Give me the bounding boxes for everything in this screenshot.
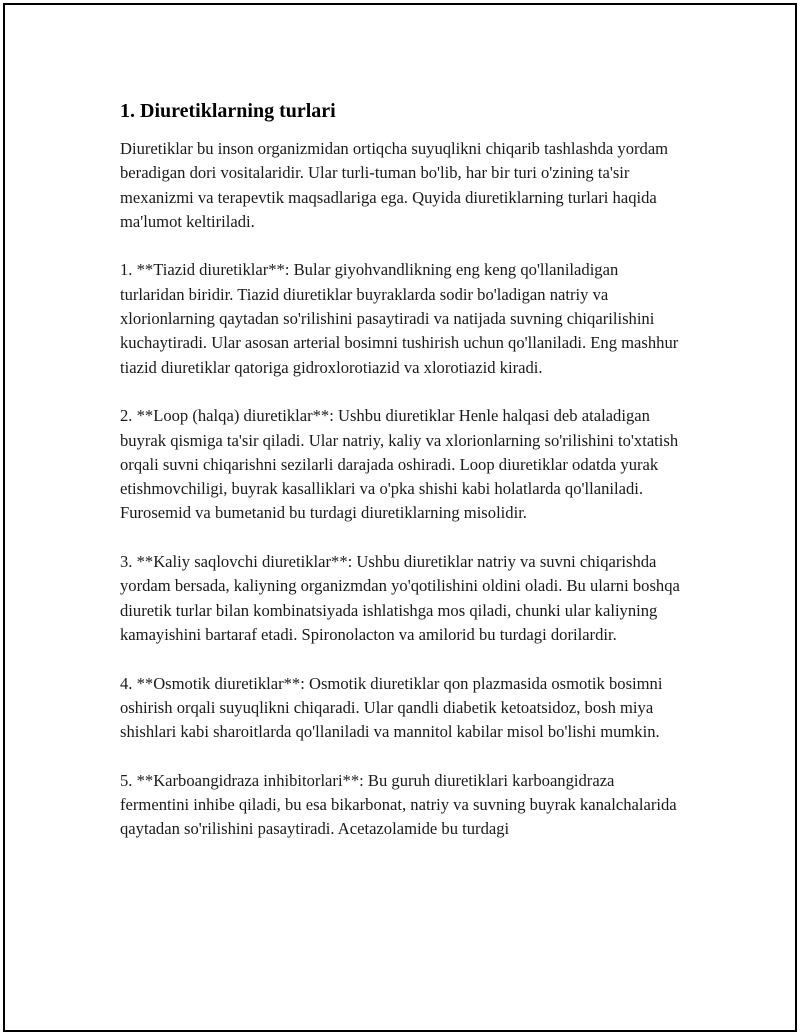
paragraph-thiazide-diuretics: 1. **Tiazid diuretiklar**: Bular giyohvandlikning eng keng qo'llaniladigan turlaridan biridir. Tiazid diuretiklar buyraklarda sodir bo'ladigan natriy va xlorionlarning qaytadan so'rilishini pasaytiradi va natijada suvning chiqarilishini kuchaytiradi. Ular asosan arterial bosimni tushirish uchun qo'llaniladi. Eng mashhur tiazid diuretiklar qatoriga gidroxlorotiazid va xlorotiazid kiradi. bbox=[120, 260, 679, 377]
intro-paragraph: Diuretiklar bu inson organizmidan ortiqcha suyuqlikni chiqarib tashlashda yordam beradigan dori vositalaridir. Ular turli-tuman bo'lib, har bir turi o'zining ta'sir mexanizmi va terapevtik maqsadlariga ega. Quyida diuretiklarning turlari haqida ma'lumot keltiriladi. bbox=[120, 139, 669, 231]
document-body bbox=[120, 97, 685, 842]
paragraph-loop-diuretics: 2. **Loop (halqa) diuretiklar**: Ushbu diuretiklar Henle halqasi deb ataladigan buyrak qismiga ta'sir qiladi. Ular natriy, kaliy va xlorionlarning so'rilishini to'xtatish orqali suvni chiqarishni sezilarli darajada oshiradi. Loop diuretiklar odatda yurak etishmovchiligi, buyrak kasalliklari va o'pka shishi kabi holatlarda qo'llaniladi. Furosemid va bumetanid bu turdagi diuretiklarning misolidir. bbox=[120, 406, 679, 523]
paragraph-potassium-sparing-diuretics: 3. **Kaliy saqlovchi diuretiklar**: Ushbu diuretiklar natriy va suvni chiqarishda yordam bersada, kaliyning organizmdan yo'qotilishini oldini oladi. Bu ularni boshqa diuretik turlar bilan kombinatsiyada ishlatishga mos qiladi, chunki ular kaliyning kamayishini bartaraf etadi. Spironolacton va amilorid bu turdagi dorilardir. bbox=[120, 552, 680, 644]
page-frame bbox=[3, 3, 797, 1032]
section-heading: 1. Diuretiklarning turlari bbox=[120, 100, 336, 122]
paragraph-carbonic-anhydrase-inhibitors: 5. **Karboangidraza inhibitorlari**: Bu guruh diuretiklari karboangidraza fermentini inhibe qiladi, bu esa bikarbonat, natriy va suvning buyrak kanalchalarida qaytadan so'rilishini pasaytiradi. Acetazolamide bu turdagi bbox=[120, 770, 677, 839]
paragraph-osmotic-diuretics: 4. **Osmotik diuretiklar**: Osmotik diuretiklar qon plazmasida osmotik bosimni oshirish orqali suyuqlikni chiqaradi. Ular qandli diabetik ketoatsidoz, bosh miya shishlari kabi sharoitlarda qo'llaniladi va mannitol kabilar misol bo'lishi mumkin. bbox=[120, 673, 663, 742]
